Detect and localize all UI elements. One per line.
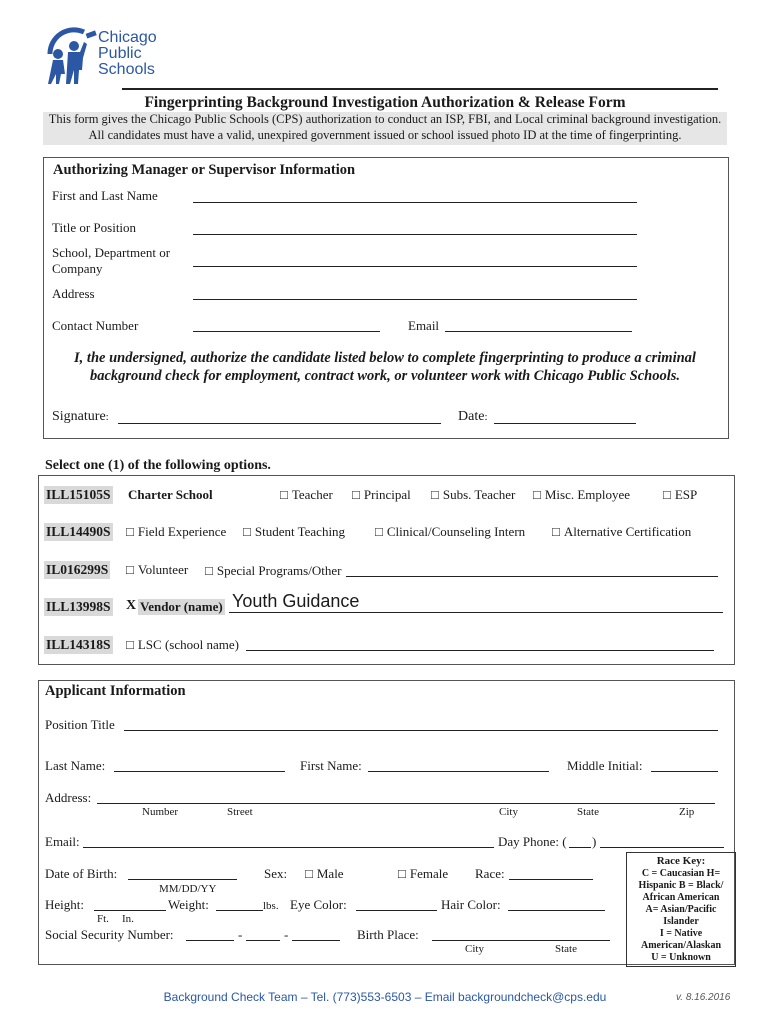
logo-line-1: Chicago [98, 29, 157, 46]
school-label-2: Company [52, 261, 103, 276]
manager-heading: Authorizing Manager or Supervisor Information [53, 162, 356, 178]
opt-principal[interactable]: □ Principal [352, 487, 411, 503]
vendor-checkmark[interactable]: X [126, 598, 137, 613]
opt-lsc[interactable]: □ LSC (school name) [126, 637, 239, 653]
height-in: In. [122, 913, 134, 925]
race-key-line: I = Native [659, 928, 703, 939]
cps-logo [44, 24, 174, 86]
birth-place-label: Birth Place: [357, 927, 419, 942]
option-code-1: ILL15105S [46, 487, 111, 502]
opt-student-teaching[interactable]: □ Student Teaching [243, 524, 345, 540]
opt-field-experience[interactable]: □ Field Experience [126, 524, 226, 540]
option-code-4: ILL13998S [46, 599, 111, 614]
authorize-line-2: background check for employment, contract work, or volunteer work with Chicago Public Schools. [89, 368, 681, 384]
option-code-3: IL016299S [46, 562, 109, 577]
name-label: First and Last Name [52, 188, 158, 203]
signature-field[interactable] [118, 423, 441, 424]
manager-name-field[interactable] [193, 202, 637, 203]
vendor-name-value[interactable]: Youth Guidance [232, 591, 360, 611]
sex-female-option[interactable]: □ Female [398, 866, 448, 882]
middle-initial-field[interactable] [651, 771, 718, 772]
option-code-5: ILL14318S [46, 637, 111, 652]
date-label-text: Date [458, 409, 485, 424]
signature-label-text: Signature [52, 409, 106, 424]
eye-color-label: Eye Color: [290, 897, 347, 912]
title-label: Title or Position [52, 220, 137, 235]
email-label: Email [408, 318, 440, 333]
sex-male-option[interactable]: □ Male [305, 866, 344, 882]
weight-field[interactable] [216, 910, 263, 911]
dob-field[interactable] [128, 879, 237, 880]
race-key-line: C = Caucasian H= [641, 868, 721, 879]
opt-misc-employee[interactable]: □ Misc. Employee [533, 487, 630, 503]
contact-label: Contact Number [52, 318, 139, 333]
day-phone-field[interactable] [600, 847, 724, 848]
opt-subs-teacher[interactable]: □ Subs. Teacher [431, 487, 515, 503]
option-code-2: ILL14490S [46, 524, 111, 539]
race-key-title: Race Key: [656, 855, 706, 867]
sex-label: Sex: [264, 866, 288, 881]
height-ft: Ft. [97, 913, 109, 925]
email-applicant-label: Email: [45, 834, 80, 849]
special-programs-field[interactable] [346, 576, 718, 577]
ssn-part-3[interactable] [292, 940, 340, 941]
middle-initial-label: Middle Initial: [567, 758, 643, 773]
eye-color-field[interactable] [356, 910, 437, 911]
weight-label: Weight: [168, 897, 209, 912]
options-heading: Select one (1) of the following options. [45, 458, 271, 473]
dob-label: Date of Birth: [45, 866, 118, 881]
lbs-unit: lbs. [263, 900, 279, 912]
opt-clinical-intern[interactable]: □ Clinical/Counseling Intern [375, 524, 525, 540]
area-code-field[interactable] [569, 847, 591, 848]
ssn-label: Social Security Number: [45, 927, 174, 942]
opt-alt-certification[interactable]: □ Alternative Certification [552, 524, 691, 540]
authorize-line-1: I, the undersigned, authorize the candidate listed below to complete fingerprinting to produce a criminal [74, 350, 696, 366]
school-label-1: School, Department or [52, 245, 171, 260]
address-applicant-label: Address: [45, 790, 92, 805]
manager-contact-field[interactable] [193, 331, 380, 332]
phone-paren: ) [592, 834, 597, 849]
addr-city-caption: City [499, 806, 518, 818]
opt-esp[interactable]: □ ESP [663, 487, 697, 503]
opt-special-programs[interactable]: □ Special Programs/Other [205, 563, 341, 579]
race-key-line: Islander [663, 916, 699, 927]
birth-state-caption: State [555, 943, 577, 955]
notice-line-1: This form gives the Chicago Public Schools (CPS) authorization to conduct an ISP, FBI, and Local criminal background investigation. [48, 112, 722, 126]
race-key-line: American/Alaskan [641, 940, 721, 951]
opt-volunteer[interactable]: □ Volunteer [126, 562, 188, 578]
race-field[interactable] [509, 879, 593, 880]
manager-email-field[interactable] [445, 331, 632, 332]
signature-label: Signature: [52, 409, 109, 424]
birth-city-caption: City [465, 943, 484, 955]
applicant-heading: Applicant Information [45, 683, 186, 699]
day-phone-label: Day Phone: ( [498, 834, 567, 849]
race-key-line: Hispanic B = Black/ [638, 880, 724, 891]
addr-zip-caption: Zip [679, 806, 695, 818]
vendor-name-field[interactable] [229, 612, 723, 613]
first-name-field[interactable] [368, 771, 549, 772]
notice-line-2: All candidates must have a valid, unexpired government issued or school issued photo ID at the time of fingerprinting. [88, 128, 682, 142]
opt-teacher[interactable]: □ Teacher [280, 487, 333, 503]
ssn-part-1[interactable] [186, 940, 234, 941]
height-field[interactable] [94, 910, 166, 911]
addr-state-caption: State [577, 806, 599, 818]
ssn-dash-2: - [284, 927, 289, 942]
address-label: Address [52, 286, 95, 301]
race-key-content [626, 855, 736, 964]
race-key-line: A= Asian/Pacific [645, 904, 717, 915]
dob-format: MM/DD/YY [159, 883, 217, 895]
last-name-field[interactable] [114, 771, 285, 772]
header-rule [122, 88, 718, 90]
race-label: Race: [475, 866, 505, 881]
cps-logo-icon [44, 24, 102, 86]
logo-line-3: Schools [98, 61, 155, 78]
applicant-email-field[interactable] [83, 847, 494, 848]
addr-number-caption: Number [142, 806, 179, 818]
race-key-line: African American [642, 892, 720, 903]
vendor-label: Vendor (name) [140, 599, 223, 614]
addr-street-caption: Street [227, 806, 253, 818]
date-field[interactable] [494, 423, 636, 424]
position-title-field[interactable] [124, 730, 718, 731]
date-label: Date: [458, 409, 488, 424]
charter-school-label: Charter School [128, 487, 213, 502]
applicant-address-field[interactable] [97, 803, 715, 804]
hair-color-field[interactable] [508, 910, 605, 911]
position-title-label: Position Title [45, 717, 115, 732]
form-title: Fingerprinting Background Investigation Authorization & Release Form [144, 94, 626, 111]
height-label: Height: [45, 897, 84, 912]
footer-version: v. 8.16.2016 [676, 992, 731, 1003]
footer-contact: Background Check Team – Tel. (773)553-6503 – Email backgroundcheck@cps.edu [163, 990, 607, 1004]
first-name-label: First Name: [300, 758, 362, 773]
birth-place-field[interactable] [432, 940, 610, 941]
hair-color-label: Hair Color: [441, 897, 501, 912]
manager-address-field[interactable] [193, 299, 637, 300]
ssn-part-2[interactable] [246, 940, 280, 941]
last-name-label: Last Name: [45, 758, 106, 773]
race-key-line: U = Unknown [651, 952, 711, 963]
lsc-school-field[interactable] [246, 650, 714, 651]
manager-title-field[interactable] [193, 234, 637, 235]
manager-school-field[interactable] [193, 266, 637, 267]
logo-line-2: Public [98, 45, 142, 62]
ssn-dash-1: - [238, 927, 243, 942]
